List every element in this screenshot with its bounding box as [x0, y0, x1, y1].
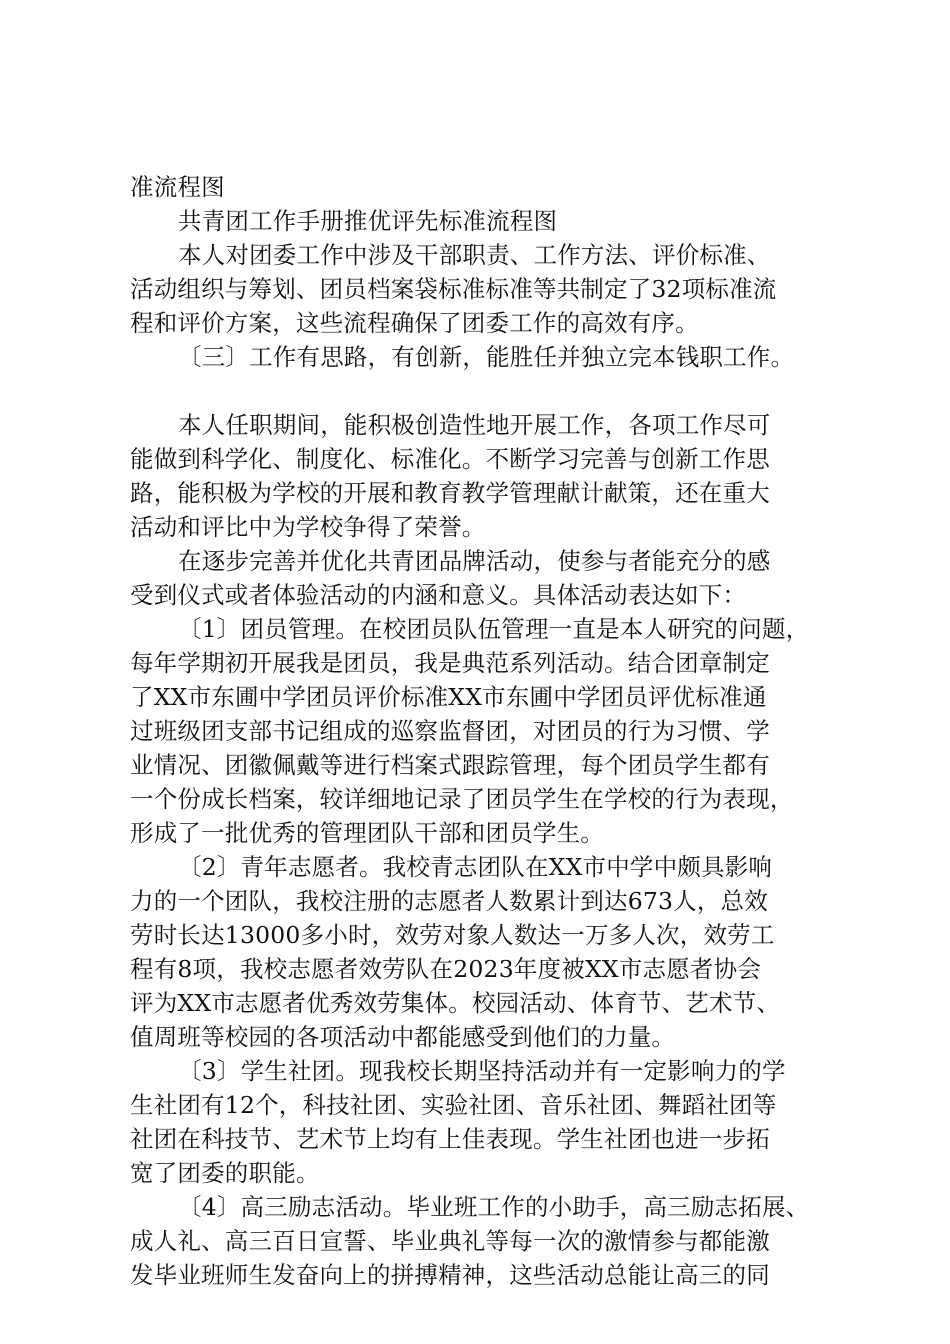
text-line-18: 一个份成长档案，较详细地记录了团员学生在学校的行为表现， [130, 785, 794, 813]
text-line-5: 程和评价方案，这些流程确保了团委工作的高效有序。 [130, 309, 699, 337]
text-line-32: 发毕业班师生发奋向上的拼搏精神，这些活动总能让高三的同 [130, 1261, 770, 1289]
text-line-9: 路，能积极为学校的开展和教育教学管理献计献策，还在重大 [130, 479, 770, 507]
text-line-24: 评为XX市志愿者优秀效劳集体。校园活动、体育节、艺术节、 [130, 989, 781, 1017]
text-line-3: 本人对团委工作中涉及干部职责、工作方法、评价标准、 [178, 241, 771, 269]
text-line-20: 〔2〕青年志愿者。我校青志团队在XX市中学中颇具影响 [178, 853, 773, 881]
text-line-30: 〔4〕高三励志活动。毕业班工作的小助手，高三励志拓展、 [178, 1193, 810, 1221]
text-line-7: 本人任职期间，能积极创造性地开展工作，各项工作尽可 [178, 411, 771, 439]
text-line-21: 力的一个团队，我校注册的志愿者人数累计到达673人，总效 [130, 887, 768, 915]
text-line-26: 〔3〕学生社团。现我校长期坚持活动并有一定影响力的学 [178, 1057, 786, 1085]
text-line-12: 受到仪式或者体验活动的内涵和意义。具体活动表达如下： [130, 581, 747, 609]
text-line-15: 了XX市东圃中学团员评价标准XX市东圃中学团员评优标准通 [130, 683, 767, 711]
text-line-8: 能做到科学化、制度化、标准化。不断学习完善与创新工作思 [130, 445, 770, 473]
text-line-29: 宽了团委的职能。 [130, 1159, 320, 1187]
text-line-10: 活动和评比中为学校争得了荣誉。 [130, 513, 486, 541]
text-line-23: 程有8项，我校志愿者效劳队在2023年度被XX市志愿者协会 [130, 955, 762, 983]
text-line-11: 在逐步完善并优化共青团品牌活动，使参与者能充分的感 [178, 547, 771, 575]
text-line-14: 每年学期初开展我是团员，我是典范系列活动。结合团章制定 [130, 649, 770, 677]
text-line-25: 值周班等校园的各项活动中都能感受到他们的力量。 [130, 1023, 676, 1051]
text-line-17: 业情况、团徽佩戴等进行档案式跟踪管理，每个团员学生都有 [130, 751, 770, 779]
text-line-22: 劳时长达13000多小时，效劳对象人数达一万多人次，效劳工 [130, 921, 775, 949]
text-line-31: 成人礼、高三百日宣誓、毕业典礼等每一次的激情参与都能激 [130, 1227, 770, 1255]
text-line-27: 生社团有12个，科技社团、实验社团、音乐社团、舞蹈社团等 [130, 1091, 777, 1119]
text-line-6: 〔三〕工作有思路，有创新，能胜任并独立完本钱职工作。 [178, 343, 795, 371]
text-line-4: 活动组织与筹划、团员档案袋标准标准等共制定了32项标准流 [130, 275, 777, 303]
text-line-1: 准流程图 [130, 173, 225, 201]
text-line-2: 共青团工作手册推优评先标准流程图 [178, 207, 558, 235]
text-line-16: 过班级团支部书记组成的巡察监督团，对团员的行为习惯、学 [130, 717, 770, 745]
text-line-13: 〔1〕团员管理。在校团员队伍管理一直是本人研究的问题， [178, 615, 810, 643]
text-line-28: 社团在科技节、艺术节上均有上佳表现。学生社团也进一步拓 [130, 1125, 770, 1153]
text-line-19: 形成了一批优秀的管理团队干部和团员学生。 [130, 819, 604, 847]
